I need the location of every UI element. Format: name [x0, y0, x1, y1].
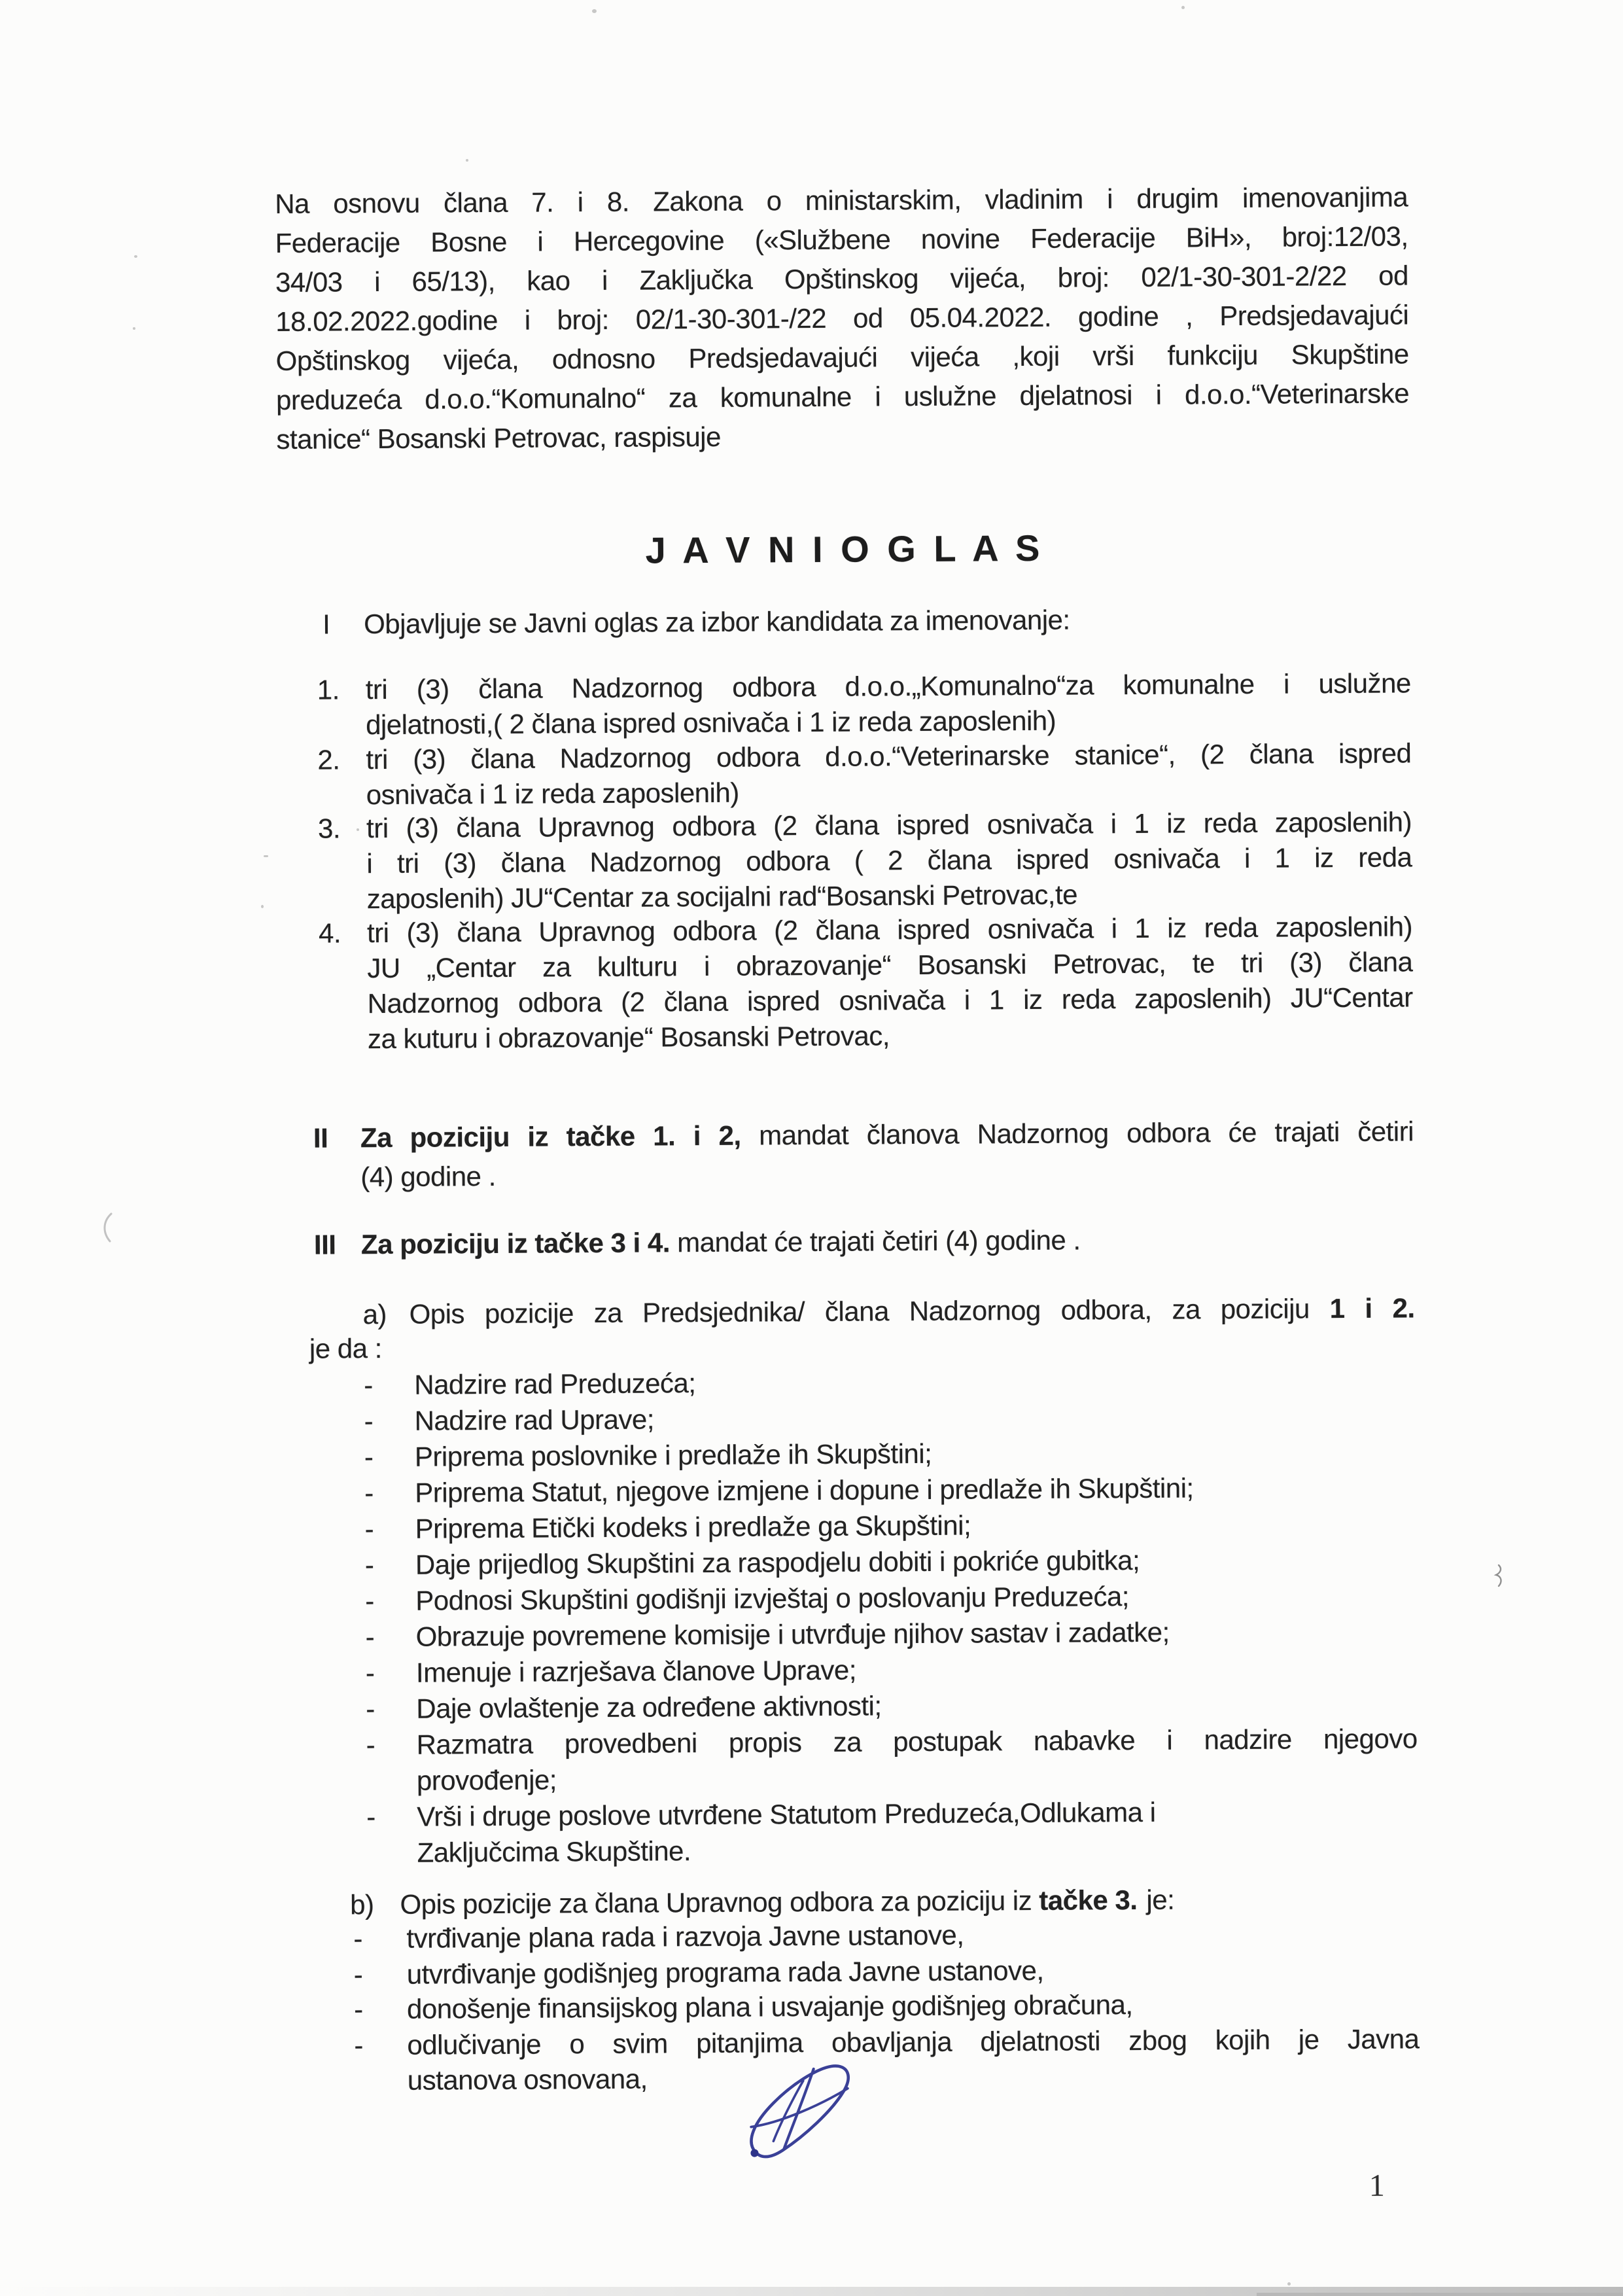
- document-title: J A V N I O G L A S: [645, 527, 1042, 571]
- signature-scribble: [744, 2062, 860, 2166]
- dash-list-item: [364, 1396, 1415, 1438]
- text-line: Priprema poslovnike i predlaže ih Skupštini;: [414, 1438, 932, 1472]
- text-line: zaposlenih) JU“Centar za socijalni rad“Bosanski Petrovac,te: [366, 879, 1078, 915]
- list-dash: -: [365, 1621, 375, 1653]
- numbered-list-item: [317, 804, 1412, 917]
- section-marker: III: [313, 1229, 336, 1260]
- dash-list-item: [366, 1792, 1418, 1870]
- text-line: Federacije Bosne i Hercegovine («Službene novine Federacije BiH», broj:12/03,: [275, 221, 1408, 258]
- scan-speck: [1181, 6, 1185, 9]
- text-line: donošenje finansijskog plana i usvajanje godišnjeg obračuna,: [406, 1989, 1133, 2024]
- dash-list-item: [364, 1540, 1416, 1582]
- text-line: Daje prijedlog Skupštini za raspodjelu dobiti i pokriće gubitka;: [415, 1544, 1140, 1580]
- list-dash: -: [364, 1549, 374, 1581]
- text-line: Razmatra provedbeni propis za postupak nabavke i nadzire njegovo: [416, 1723, 1418, 1760]
- list-dash: -: [364, 1369, 373, 1401]
- dash-list-item: [364, 1360, 1415, 1402]
- numbered-list-item: [318, 909, 1413, 1057]
- section-lead-rest: mandat će trajati četiri (4) godine .: [676, 1224, 1081, 1258]
- dash-list-item: [353, 1915, 1418, 1956]
- text-line: tri (3) člana Nadzornog odbora d.o.o.„Komunalno“za komunalne i uslužne: [365, 667, 1411, 705]
- text-line: 34/03 i 65/13), kao i Zaključka Opštinskog vijeća, broj: 02/1-30-301-2/22 od: [275, 260, 1409, 298]
- scan-mark-squiggle: [1493, 1564, 1506, 1589]
- text-line: Imenuje i razrješava članove Uprave;: [415, 1654, 857, 1688]
- text-line: Nadzire rad Uprave;: [414, 1404, 655, 1436]
- text-line: [409, 1291, 1414, 1331]
- item-number: 2.: [317, 744, 340, 775]
- list-dash: -: [364, 1405, 374, 1437]
- list-dash: -: [354, 2030, 364, 2061]
- list-dash: -: [353, 1923, 363, 1954]
- scan-speck: [133, 327, 135, 330]
- text-line: Priprema Statut, njegove izmjene i dopune i predlaže ih Skupštini;: [415, 1472, 1194, 1508]
- text-line: Priprema Etički kodeks i predlaže ga Skupštini;: [415, 1510, 971, 1544]
- dash-list-item: [366, 1684, 1417, 1726]
- text-line: Daje ovlaštenje za određene aktivnosti;: [416, 1690, 882, 1724]
- sub-section-text-post: je:: [1146, 1884, 1175, 1915]
- list-dash: -: [365, 1657, 375, 1689]
- text-line: Nadzire rad Preduzeća;: [414, 1368, 696, 1400]
- text-line: [361, 1218, 1414, 1264]
- text-line: JU „Centar za kulturu i obrazovanje“ Bosanski Petrovac, te tri (3) člana: [367, 946, 1413, 984]
- scan-speck: [264, 855, 268, 857]
- section-text: Objavljuje se Javni oglas za izbor kandidata za imenovanje:: [364, 604, 1070, 640]
- text-line: 18.02.2022.godine i broj: 02/1-30-301-/22 od 05.04.2022. godine , Predsjedavajući: [275, 299, 1409, 337]
- dash-list-item: [365, 1612, 1416, 1654]
- scan-speck: [134, 255, 137, 258]
- text-line: utvrđivanje godišnjeg programa rada Javne ustanove,: [406, 1954, 1044, 1990]
- text-line: Nadzornog odbora (2 člana ispred osnivača i 1 iz reda zaposlenih) JU“Centar: [367, 981, 1413, 1019]
- section-lead-bold: Za poziciju iz tačke 1. i 2,: [360, 1120, 741, 1154]
- numbered-list-item: [317, 735, 1412, 813]
- list-dash: -: [366, 1693, 375, 1725]
- text-line: za kuturu i obrazovanje“ Bosanski Petrovac,: [367, 1020, 890, 1055]
- text-line: je da :: [309, 1333, 382, 1364]
- list-dash: -: [365, 1585, 374, 1617]
- text-line: tri (3) člana Upravnog odbora (2 člana ispred osnivača i 1 iz reda zaposlenih): [366, 911, 1413, 949]
- list-dash: -: [364, 1441, 374, 1473]
- section-ii: [313, 1112, 1414, 1197]
- section-marker: I: [323, 609, 330, 640]
- sub-section-marker: b): [349, 1889, 374, 1920]
- sub-section-marker: a): [362, 1298, 387, 1330]
- scan-speck: [261, 905, 264, 908]
- dash-list-item: [364, 1468, 1416, 1510]
- section-lead-rest: mandat članova Nadzornog odbora će trajati četiri: [759, 1116, 1414, 1151]
- text-line: odlučivanje o svim pitanjima obavljanja djelatnosti zbog kojih je Javna: [407, 2023, 1420, 2060]
- list-dash: -: [353, 1959, 363, 1990]
- dash-list-item: [364, 1504, 1416, 1546]
- text-line: [360, 1112, 1414, 1157]
- list-dash: -: [366, 1801, 375, 1833]
- section-i: [277, 601, 1410, 642]
- scan-mark-arc: [99, 1212, 115, 1243]
- text-line: ustanova osnovana,: [407, 2063, 648, 2096]
- intro-paragraph: [275, 177, 1410, 459]
- dash-list-item: [353, 1985, 1419, 2026]
- bottom-scan-edge: [1257, 2293, 1623, 2296]
- page-number: 1: [1369, 2168, 1385, 2203]
- section-marker: II: [313, 1122, 328, 1154]
- ink-blot: [750, 2149, 758, 2157]
- text-line: osnivača i 1 iz reda zaposlenih): [366, 777, 739, 811]
- scan-speck: [1287, 2282, 1291, 2286]
- dash-list-item: [354, 2021, 1420, 2098]
- list-dash: -: [364, 1477, 374, 1509]
- sub-section-bold: 1 i 2.: [1329, 1292, 1415, 1324]
- text-line: tri (3) člana Nadzornog odbora d.o.o.“Veterinarske stanice“, (2 člana ispred: [366, 737, 1412, 775]
- section-lead-bold: Za poziciju iz tačke 3 i 4.: [360, 1227, 671, 1260]
- dash-list-item: [366, 1720, 1418, 1798]
- text-line: Zaključcima Skupštine.: [417, 1835, 691, 1868]
- item-number: 3.: [317, 813, 341, 844]
- numbered-list-item: [317, 665, 1412, 743]
- text-line: djelatnosti,( 2 člana ispred osnivača i 1 iz reda zaposlenih): [365, 705, 1056, 741]
- list-dash: -: [366, 1729, 375, 1761]
- item-number: 1.: [317, 674, 340, 705]
- sub-section-b: [350, 1883, 1174, 1922]
- text-line: Podnosi Skupštini godišnji izvještaj o poslovanju Preduzeća;: [415, 1581, 1130, 1616]
- section-iii: [313, 1218, 1414, 1264]
- text-line: Opštinskog vijeća, odnosno Predsjedavajući vijeća ,koji vrši funkciju Skupštine: [275, 338, 1409, 376]
- sub-section-bold: tačke 3.: [1039, 1884, 1138, 1916]
- text-line: provođenje;: [416, 1764, 557, 1796]
- text-line: i tri (3) člana Nadzornog odbora ( 2 člana ispred osnivača i 1 iz reda: [366, 841, 1412, 879]
- text-line: Vrši i druge poslove utvrđene Statutom Preduzeća,Odlukama i: [417, 1796, 1156, 1832]
- dash-list-item: [365, 1648, 1417, 1690]
- scan-speck: [466, 159, 468, 162]
- list-dash: -: [353, 1994, 363, 2025]
- scan-speck: [592, 9, 597, 13]
- text-line: stanice“ Bosanski Petrovac, raspisuje: [276, 421, 722, 455]
- text-line: Na osnovu člana 7. i 8. Zakona o ministarskim, vladinim i drugim imenovanjima: [275, 181, 1408, 219]
- sub-section-text: Opis pozicije za člana Upravnog odbora za poziciju iz: [400, 1884, 1039, 1920]
- scan-speck: [357, 828, 359, 831]
- item-number: 4.: [318, 917, 341, 949]
- text-line: (4) godine .: [360, 1160, 496, 1193]
- text-line: tri (3) člana Upravnog odbora (2 člana ispred osnivača i 1 iz reda zaposlenih): [366, 806, 1412, 844]
- list-dash: -: [364, 1513, 374, 1545]
- text-line: tvrđivanje plana rada i razvoja Javne ustanove,: [406, 1919, 964, 1954]
- dash-list-item: [365, 1576, 1416, 1618]
- text-line: preduzeća d.o.o.“Komunalno“ za komunalne i uslužne djelatnosi i d.o.o.“Veterinarske: [275, 378, 1410, 415]
- sub-section-text: Opis pozicije za Predsjednika/ člana Nadzornog odbora, za poziciju: [409, 1293, 1330, 1330]
- text-line: Obrazuje povremene komisije i utvrđuje njihov sastav i zadatke;: [415, 1616, 1170, 1652]
- dash-list-item: [364, 1432, 1416, 1474]
